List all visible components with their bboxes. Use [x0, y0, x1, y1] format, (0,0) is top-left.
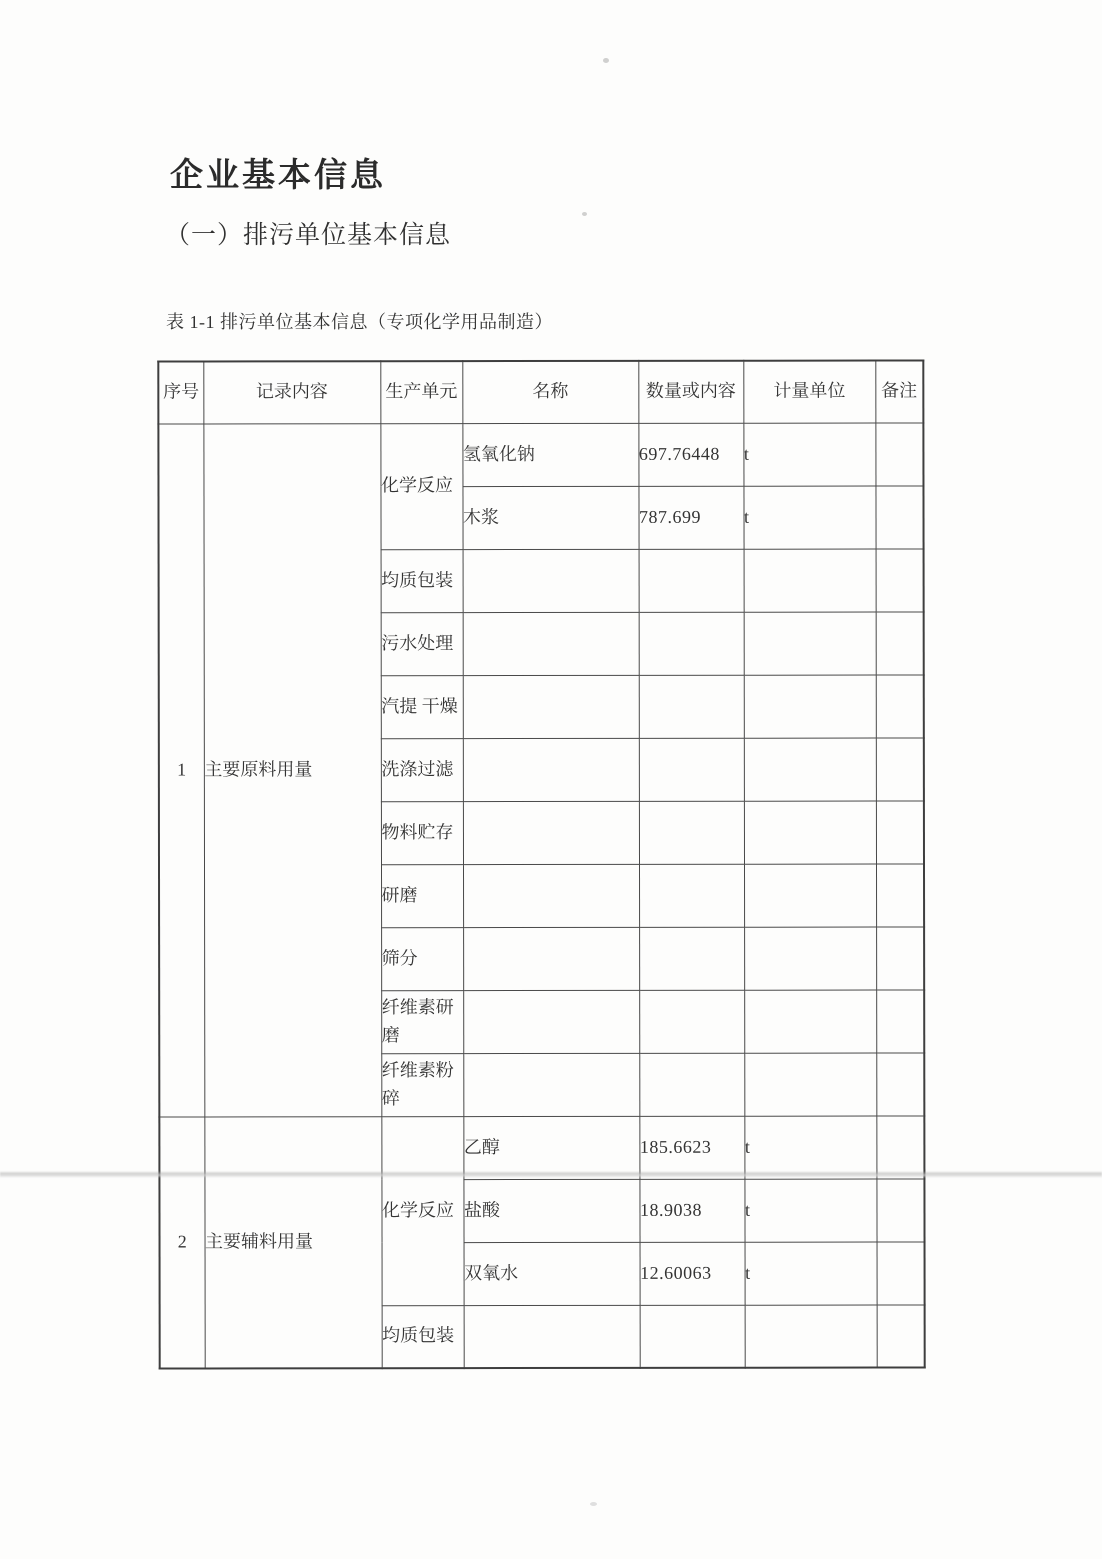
table-row [159, 1115, 924, 1179]
cell-measure-unit: t [743, 486, 875, 549]
cell-remark [876, 1115, 924, 1178]
cell-measure-unit [745, 1305, 877, 1368]
cell-remark [875, 485, 923, 548]
scan-speck [603, 58, 609, 63]
cell-quantity [639, 549, 744, 612]
cell-quantity [639, 864, 744, 927]
cell-name [463, 612, 639, 675]
cell-name: 木浆 [462, 486, 638, 549]
cell-remark [876, 737, 924, 800]
header-record-content: 记录内容 [203, 361, 380, 423]
page-title: 企业基本信息 [170, 158, 386, 194]
scan-speck [582, 212, 587, 216]
cell-production-unit: 研磨 [381, 864, 463, 927]
cell-production-unit: 筛分 [381, 927, 463, 990]
cell-name: 盐酸 [463, 1179, 639, 1242]
cell-measure-unit: t [743, 423, 875, 486]
header-name: 名称 [462, 361, 638, 423]
cell-name [463, 549, 639, 612]
scan-speck [590, 1502, 597, 1506]
cell-remark [876, 863, 924, 926]
cell-quantity: 18.9038 [639, 1179, 744, 1242]
cell-name [463, 927, 639, 990]
header-quantity: 数量或内容 [638, 361, 743, 423]
cell-production-unit: 均质包装 [381, 549, 463, 612]
cell-measure-unit [744, 612, 876, 675]
cell-name [463, 738, 639, 801]
cell-production-unit: 物料贮存 [381, 801, 463, 864]
cell-quantity: 787.699 [638, 486, 743, 549]
cell-name [463, 864, 639, 927]
cell-remark [876, 674, 924, 737]
cell-measure-unit: t [744, 1179, 876, 1242]
cell-quantity [639, 612, 744, 675]
cell-measure-unit [744, 864, 876, 927]
section-heading: （一）排污单位基本信息 [165, 222, 452, 249]
cell-production-unit: 化学反应 [380, 423, 462, 549]
table-body [158, 422, 924, 1368]
cell-measure-unit [744, 1053, 876, 1116]
cell-name [464, 1305, 640, 1368]
cell-quantity: 697.76448 [638, 423, 743, 486]
header-serial-number: 序号 [158, 361, 203, 423]
cell-measure-unit [744, 549, 876, 612]
table-row [158, 422, 923, 486]
cell-production-unit: 洗涤过滤 [381, 738, 463, 801]
cell-serial-number: 1 [158, 423, 204, 1116]
cell-remark [877, 1241, 925, 1304]
cell-quantity: 12.60063 [640, 1242, 745, 1305]
cell-production-unit: 均质包装 [382, 1305, 464, 1368]
cell-production-unit: 化学反应 [381, 1116, 463, 1305]
basic-info-table [157, 359, 925, 1369]
cell-quantity [639, 1053, 744, 1116]
cell-serial-number: 2 [159, 1116, 204, 1368]
cell-name: 乙醇 [463, 1116, 639, 1179]
cell-quantity: 185.6623 [639, 1116, 744, 1179]
cell-name: 氢氧化钠 [462, 423, 638, 486]
cell-name [463, 990, 639, 1053]
cell-measure-unit [744, 738, 876, 801]
basic-info-table-wrapper [157, 359, 925, 1369]
cell-quantity [639, 738, 744, 801]
table-caption: 表 1-1 排污单位基本信息（专项化学用品制造） [166, 312, 553, 332]
cell-measure-unit [744, 675, 876, 738]
header-measure-unit: 计量单位 [743, 361, 875, 423]
cell-remark [876, 989, 924, 1052]
cell-name [463, 801, 639, 864]
cell-production-unit: 纤维素研磨 [381, 990, 463, 1053]
cell-record-content: 主要原料用量 [203, 423, 381, 1116]
cell-quantity [640, 1305, 745, 1368]
cell-remark [877, 1304, 925, 1367]
header-production-unit: 生产单元 [380, 361, 462, 423]
cell-remark [876, 1178, 924, 1241]
cell-name [463, 675, 639, 738]
cell-name [463, 1053, 639, 1116]
cell-production-unit: 纤维素粉碎 [381, 1053, 463, 1116]
cell-remark [876, 800, 924, 863]
cell-name: 双氧水 [464, 1242, 640, 1305]
cell-measure-unit: t [745, 1242, 877, 1305]
cell-record-content: 主要辅料用量 [204, 1116, 381, 1368]
cell-measure-unit [744, 990, 876, 1053]
cell-remark [876, 1052, 924, 1115]
cell-production-unit: 汽提 干燥 [381, 675, 463, 738]
cell-remark [875, 422, 923, 485]
cell-measure-unit [744, 801, 876, 864]
cell-measure-unit: t [744, 1116, 876, 1179]
cell-measure-unit [744, 927, 876, 990]
cell-remark [876, 611, 924, 674]
cell-production-unit: 污水处理 [381, 612, 463, 675]
cell-quantity [639, 990, 744, 1053]
cell-quantity [639, 927, 744, 990]
cell-quantity [639, 801, 744, 864]
cell-remark [876, 548, 924, 611]
header-row [158, 360, 923, 423]
header-remark: 备注 [875, 360, 923, 422]
cell-remark [876, 926, 924, 989]
cell-quantity [639, 675, 744, 738]
